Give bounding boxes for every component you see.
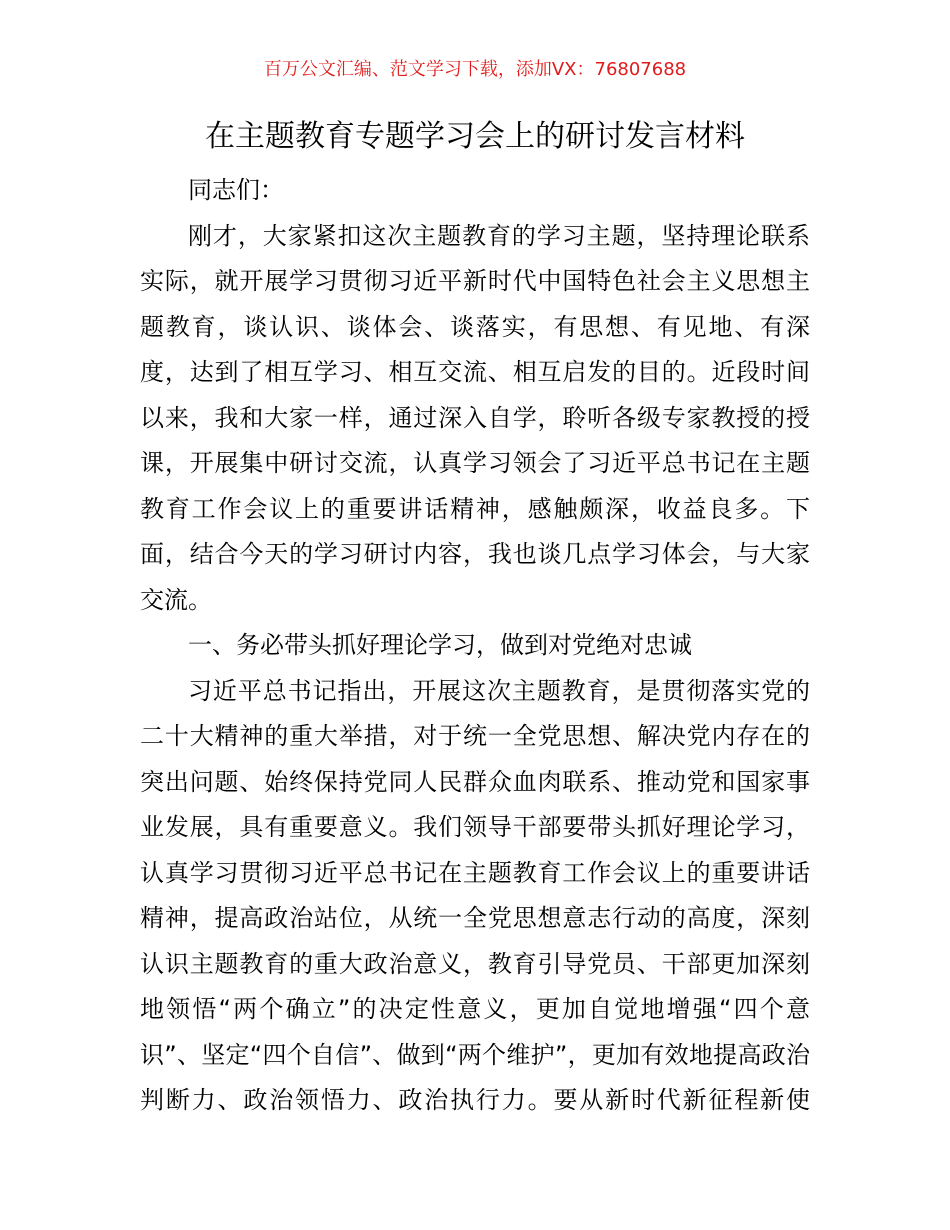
watermark-contact: 百万公文汇编、范文学习下载，添加VX：76807688 bbox=[263, 59, 687, 80]
document-body bbox=[140, 168, 810, 1124]
paragraph-intro: 刚才，大家紧扣这次主题教育的学习主题，坚持理论联系实际，就开展学习贯彻习近平新时代中国特色社会主义思想主题教育，谈认识、谈体会、谈落实，有思想、有见地、有深度，达到了相互学习、相互交流、相互启发的目的。近段时间以来，我和大家一样，通过深入自学，聆听各级专家教授的授课，开展集中研讨交流，认真学习领会了习近平总书记在主题教育工作会议上的重要讲话精神，感触颇深，收益良多。下面，结合今天的学习研讨内容，我也谈几点学习体会，与大家交流。 bbox=[140, 221, 810, 614]
salutation: 同志们： bbox=[188, 176, 284, 204]
section-heading-1: 一、务必带头抓好理论学习，做到对党绝对忠诚 bbox=[188, 631, 692, 659]
paragraph-section-1: 习近平总书记指出，开展这次主题教育，是贯彻落实党的二十大精神的重大举措，对于统一全党思想、解决党内存在的突出问题、始终保持党同人民群众血肉联系、推动党和国家事业发展，具有重要意义。我们领导干部要带头抓好理论学习，认真学习贯彻习近平总书记在主题教育工作会议上的重要讲话精神，提高政治站位，从统一全党思想意志行动的高度，深刻认识主题教育的重大政治意义，教育引导党员、干部更加深刻地领悟“两个确立”的决定性意义，更加自觉地增强“四个意识”、坚定“四个自信”、做到“两个维护”，更加有效地提高政治判断力、政治领悟力、政治执行力。要从新时代新征程新使 bbox=[140, 676, 810, 1114]
document-title: 在主题教育专题学习会上的研讨发言材料 bbox=[205, 119, 745, 154]
